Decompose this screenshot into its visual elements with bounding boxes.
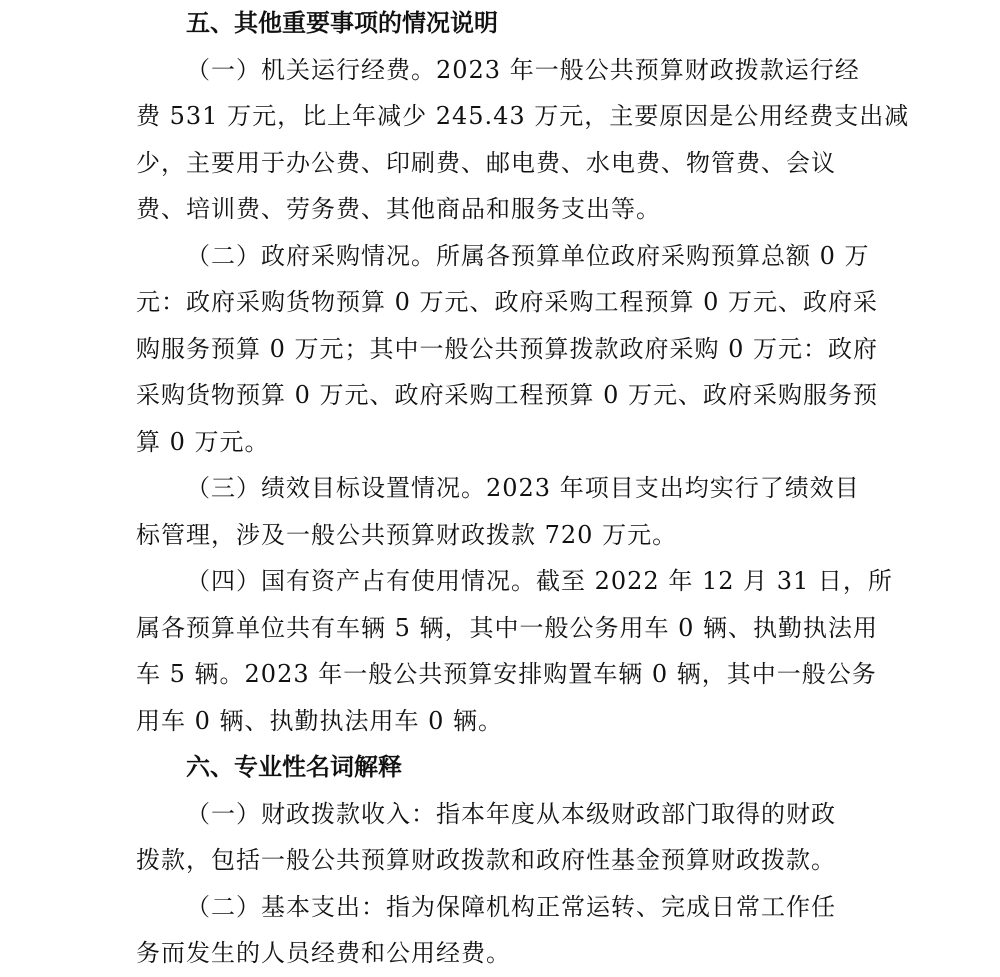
paragraph-operating-expenses <box>136 47 910 233</box>
paragraph-line: 车 5 辆。2023 年一般公共预算安排购置车辆 0 辆，其中一般公务 <box>136 660 877 688</box>
paragraph-line: 元：政府采购货物预算 0 万元、政府采购工程预算 0 万元、政府采 <box>136 288 879 316</box>
paragraph-line: （二）基本支出：指为保障机构正常运转、完成日常工作任 <box>186 892 836 921</box>
paragraph-line: （三）绩效目标设置情况。2023 年项目支出均实行了绩效目 <box>186 474 860 502</box>
paragraph-line: 务而发生的人员经费和公用经费。 <box>136 939 511 967</box>
paragraph-line: 费、培训费、劳务费、其他商品和服务支出等。 <box>136 195 661 223</box>
paragraph-line: 算 0 万元。 <box>136 427 270 456</box>
paragraph-line: 属各预算单位共有车辆 5 辆，其中一般公务用车 0 辆、执勤执法用 <box>136 613 879 642</box>
paragraph-line: （四）国有资产占有使用情况。截至 2022 年 12 月 31 日，所 <box>186 567 893 595</box>
paragraph-performance-targets <box>136 465 876 558</box>
paragraph-line: （一）财政拨款收入：指本年度从本级财政部门取得的财政 <box>186 799 836 828</box>
paragraph-line: 费 531 万元，比上年减少 245.43 万元，主要原因是公用经费支出减 <box>136 102 910 130</box>
paragraph-fiscal-appropriation-income <box>136 791 876 884</box>
paragraph-line: 标管理，涉及一般公共预算财政拨款 720 万元。 <box>136 520 678 549</box>
document-page <box>136 0 910 977</box>
paragraph-line: （二）政府采购情况。所属各预算单位政府采购预算总额 0 万 <box>186 241 870 270</box>
paragraph-basic-expenditure <box>136 884 876 977</box>
section-heading-6: 六、专业性名词解释 <box>186 753 402 781</box>
paragraph-government-procurement <box>136 233 879 466</box>
paragraph-line: 采购货物预算 0 万元、政府采购工程预算 0 万元、政府采购服务预 <box>136 381 879 409</box>
paragraph-line: （一）机关运行经费。2023 年一般公共预算财政拨款运行经 <box>186 55 860 84</box>
section-heading-5: 五、其他重要事项的情况说明 <box>186 9 498 37</box>
paragraph-line: 购服务预算 0 万元；其中一般公共预算拨款政府采购 0 万元：政府 <box>136 334 879 363</box>
paragraph-state-assets <box>136 558 893 744</box>
paragraph-line: 拨款，包括一般公共预算财政拨款和政府性基金预算财政拨款。 <box>136 846 836 874</box>
paragraph-line: 用车 0 辆、执勤执法用车 0 辆。 <box>136 706 504 735</box>
paragraph-line: 少，主要用于办公费、印刷费、邮电费、水电费、物管费、会议 <box>136 148 836 177</box>
